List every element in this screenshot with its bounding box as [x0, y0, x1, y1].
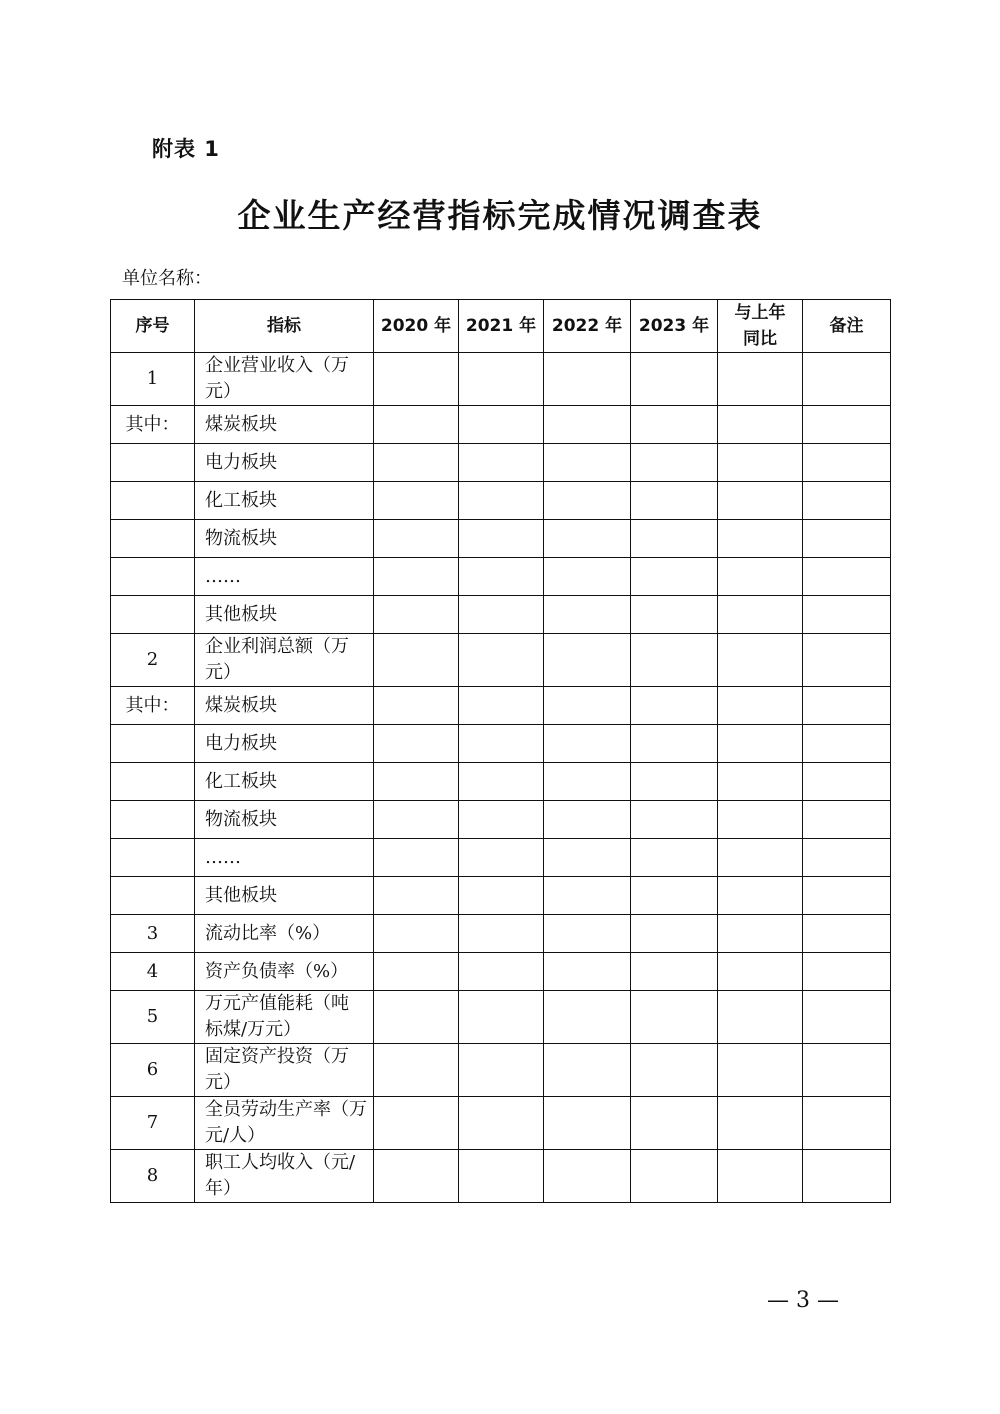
row-indicator: 企业利润总额（万元）: [195, 634, 374, 687]
value-cell[interactable]: [544, 915, 631, 953]
value-cell[interactable]: [631, 763, 718, 801]
value-cell[interactable]: [803, 1150, 891, 1203]
value-cell[interactable]: [544, 406, 631, 444]
value-cell[interactable]: [718, 406, 803, 444]
value-cell[interactable]: [718, 1097, 803, 1150]
value-cell[interactable]: [718, 877, 803, 915]
value-cell[interactable]: [544, 558, 631, 596]
col-header-indicator: 指标: [195, 300, 374, 353]
table-row: [111, 953, 891, 991]
value-cell[interactable]: [374, 353, 459, 406]
row-seq: 7: [111, 1097, 195, 1150]
row-seq: 3: [111, 915, 195, 953]
value-cell[interactable]: [459, 520, 544, 558]
col-header-2023: 2023 年: [631, 300, 718, 353]
value-cell[interactable]: [374, 877, 459, 915]
page-number: — 3 —: [767, 1288, 839, 1313]
value-cell[interactable]: [803, 596, 891, 634]
row-seq: [111, 520, 195, 558]
row-indicator: 其他板块: [195, 877, 374, 915]
row-indicator: 化工板块: [195, 763, 374, 801]
value-cell[interactable]: [459, 596, 544, 634]
value-cell[interactable]: [459, 1044, 544, 1097]
value-cell[interactable]: [631, 915, 718, 953]
value-cell[interactable]: [803, 763, 891, 801]
row-indicator: 物流板块: [195, 801, 374, 839]
value-cell[interactable]: [544, 763, 631, 801]
col-header-2022: 2022 年: [544, 300, 631, 353]
value-cell[interactable]: [374, 1044, 459, 1097]
unit-name-label: 单位名称：: [122, 268, 212, 289]
value-cell[interactable]: [459, 444, 544, 482]
value-cell[interactable]: [459, 687, 544, 725]
row-seq: 4: [111, 953, 195, 991]
row-indicator: ……: [195, 558, 374, 596]
value-cell[interactable]: [374, 1097, 459, 1150]
value-cell[interactable]: [631, 444, 718, 482]
value-cell[interactable]: [718, 520, 803, 558]
value-cell[interactable]: [459, 953, 544, 991]
table-row: [111, 687, 891, 725]
table-row: [111, 353, 891, 406]
value-cell[interactable]: [803, 520, 891, 558]
value-cell[interactable]: [374, 596, 459, 634]
row-indicator: 全员劳动生产率（万元/人）: [195, 1097, 374, 1150]
table-row: [111, 839, 891, 877]
value-cell[interactable]: [718, 444, 803, 482]
row-seq: [111, 763, 195, 801]
value-cell[interactable]: [631, 520, 718, 558]
value-cell[interactable]: [374, 520, 459, 558]
value-cell[interactable]: [631, 687, 718, 725]
value-cell[interactable]: [803, 353, 891, 406]
value-cell[interactable]: [459, 801, 544, 839]
value-cell[interactable]: [459, 482, 544, 520]
value-cell[interactable]: [718, 1150, 803, 1203]
value-cell[interactable]: [374, 634, 459, 687]
value-cell[interactable]: [803, 558, 891, 596]
row-seq: 其中：: [111, 406, 195, 444]
table-row: [111, 763, 891, 801]
value-cell[interactable]: [803, 687, 891, 725]
value-cell[interactable]: [631, 482, 718, 520]
value-cell[interactable]: [631, 634, 718, 687]
value-cell[interactable]: [374, 406, 459, 444]
row-seq: 其中：: [111, 687, 195, 725]
table-row: [111, 991, 891, 1044]
value-cell[interactable]: [374, 839, 459, 877]
col-header-2021: 2021 年: [459, 300, 544, 353]
col-header-2020: 2020 年: [374, 300, 459, 353]
row-seq: [111, 839, 195, 877]
row-indicator: 电力板块: [195, 725, 374, 763]
value-cell[interactable]: [718, 353, 803, 406]
value-cell[interactable]: [374, 991, 459, 1044]
table-row: [111, 915, 891, 953]
value-cell[interactable]: [631, 839, 718, 877]
value-cell[interactable]: [631, 991, 718, 1044]
row-indicator: 职工人均收入（元/年）: [195, 1150, 374, 1203]
table-row: [111, 1044, 891, 1097]
value-cell[interactable]: [718, 596, 803, 634]
value-cell[interactable]: [544, 353, 631, 406]
value-cell[interactable]: [631, 1150, 718, 1203]
value-cell[interactable]: [631, 877, 718, 915]
table-row: [111, 634, 891, 687]
indicator-survey-table: [110, 299, 891, 1203]
table-row: [111, 725, 891, 763]
value-cell[interactable]: [803, 839, 891, 877]
value-cell[interactable]: [718, 953, 803, 991]
value-cell[interactable]: [459, 558, 544, 596]
value-cell[interactable]: [544, 953, 631, 991]
value-cell[interactable]: [544, 725, 631, 763]
value-cell[interactable]: [803, 991, 891, 1044]
value-cell[interactable]: [544, 634, 631, 687]
row-indicator: 物流板块: [195, 520, 374, 558]
table-header-row: [111, 300, 891, 353]
row-indicator: 煤炭板块: [195, 687, 374, 725]
value-cell[interactable]: [459, 915, 544, 953]
row-seq: [111, 725, 195, 763]
value-cell[interactable]: [631, 725, 718, 763]
value-cell[interactable]: [803, 444, 891, 482]
value-cell[interactable]: [631, 353, 718, 406]
row-seq: [111, 801, 195, 839]
value-cell[interactable]: [544, 877, 631, 915]
row-indicator: 企业营业收入（万元）: [195, 353, 374, 406]
value-cell[interactable]: [803, 634, 891, 687]
row-indicator: 流动比率（%）: [195, 915, 374, 953]
row-seq: [111, 482, 195, 520]
value-cell[interactable]: [459, 353, 544, 406]
row-indicator: 电力板块: [195, 444, 374, 482]
value-cell[interactable]: [803, 1097, 891, 1150]
col-header-yoy: 与上年同比: [718, 300, 803, 353]
value-cell[interactable]: [631, 1044, 718, 1097]
row-seq: 6: [111, 1044, 195, 1097]
value-cell[interactable]: [631, 406, 718, 444]
value-cell[interactable]: [803, 915, 891, 953]
table-row: [111, 877, 891, 915]
row-indicator: ……: [195, 839, 374, 877]
value-cell[interactable]: [459, 877, 544, 915]
value-cell[interactable]: [544, 801, 631, 839]
value-cell[interactable]: [459, 1097, 544, 1150]
value-cell[interactable]: [544, 596, 631, 634]
value-cell[interactable]: [718, 725, 803, 763]
value-cell[interactable]: [374, 1150, 459, 1203]
row-seq: 1: [111, 353, 195, 406]
table-row: [111, 801, 891, 839]
table-row: [111, 520, 891, 558]
value-cell[interactable]: [374, 482, 459, 520]
col-header-remarks: 备注: [803, 300, 891, 353]
value-cell[interactable]: [544, 1044, 631, 1097]
row-seq: 2: [111, 634, 195, 687]
value-cell[interactable]: [631, 1097, 718, 1150]
value-cell[interactable]: [374, 953, 459, 991]
value-cell[interactable]: [718, 558, 803, 596]
value-cell[interactable]: [718, 915, 803, 953]
col-header-seq: 序号: [111, 300, 195, 353]
table-row: [111, 596, 891, 634]
value-cell[interactable]: [374, 444, 459, 482]
value-cell[interactable]: [544, 839, 631, 877]
value-cell[interactable]: [459, 839, 544, 877]
value-cell[interactable]: [374, 558, 459, 596]
table-row: [111, 1150, 891, 1203]
value-cell[interactable]: [803, 725, 891, 763]
page-title: 企业生产经营指标完成情况调查表: [237, 196, 763, 235]
row-indicator: 固定资产投资（万元）: [195, 1044, 374, 1097]
value-cell[interactable]: [718, 687, 803, 725]
value-cell[interactable]: [718, 763, 803, 801]
value-cell[interactable]: [631, 596, 718, 634]
table-row: [111, 482, 891, 520]
row-indicator: 资产负债率（%）: [195, 953, 374, 991]
value-cell[interactable]: [803, 1044, 891, 1097]
value-cell[interactable]: [803, 482, 891, 520]
value-cell[interactable]: [544, 991, 631, 1044]
value-cell[interactable]: [459, 1150, 544, 1203]
row-seq: [111, 558, 195, 596]
row-indicator: 化工板块: [195, 482, 374, 520]
value-cell[interactable]: [544, 482, 631, 520]
row-seq: [111, 877, 195, 915]
value-cell[interactable]: [459, 634, 544, 687]
value-cell[interactable]: [631, 953, 718, 991]
value-cell[interactable]: [544, 520, 631, 558]
value-cell[interactable]: [631, 801, 718, 839]
value-cell[interactable]: [803, 953, 891, 991]
table-row: [111, 558, 891, 596]
value-cell[interactable]: [459, 406, 544, 444]
value-cell[interactable]: [459, 763, 544, 801]
value-cell[interactable]: [631, 558, 718, 596]
value-cell[interactable]: [803, 801, 891, 839]
table-row: [111, 444, 891, 482]
value-cell[interactable]: [544, 444, 631, 482]
row-seq: [111, 444, 195, 482]
value-cell[interactable]: [803, 406, 891, 444]
value-cell[interactable]: [374, 687, 459, 725]
row-seq: [111, 596, 195, 634]
value-cell[interactable]: [374, 763, 459, 801]
row-indicator: 煤炭板块: [195, 406, 374, 444]
row-seq: 8: [111, 1150, 195, 1203]
value-cell[interactable]: [544, 687, 631, 725]
table-row: [111, 406, 891, 444]
value-cell[interactable]: [718, 839, 803, 877]
row-seq: 5: [111, 991, 195, 1044]
value-cell[interactable]: [459, 725, 544, 763]
value-cell[interactable]: [374, 801, 459, 839]
value-cell[interactable]: [544, 1097, 631, 1150]
value-cell[interactable]: [718, 634, 803, 687]
value-cell[interactable]: [718, 1044, 803, 1097]
attachment-label: 附表 1: [152, 137, 220, 161]
value-cell[interactable]: [803, 877, 891, 915]
row-indicator: 万元产值能耗（吨标煤/万元）: [195, 991, 374, 1044]
value-cell[interactable]: [718, 801, 803, 839]
value-cell[interactable]: [374, 725, 459, 763]
value-cell[interactable]: [544, 1150, 631, 1203]
value-cell[interactable]: [459, 991, 544, 1044]
table-row: [111, 1097, 891, 1150]
value-cell[interactable]: [718, 991, 803, 1044]
value-cell[interactable]: [374, 915, 459, 953]
row-indicator: 其他板块: [195, 596, 374, 634]
value-cell[interactable]: [718, 482, 803, 520]
